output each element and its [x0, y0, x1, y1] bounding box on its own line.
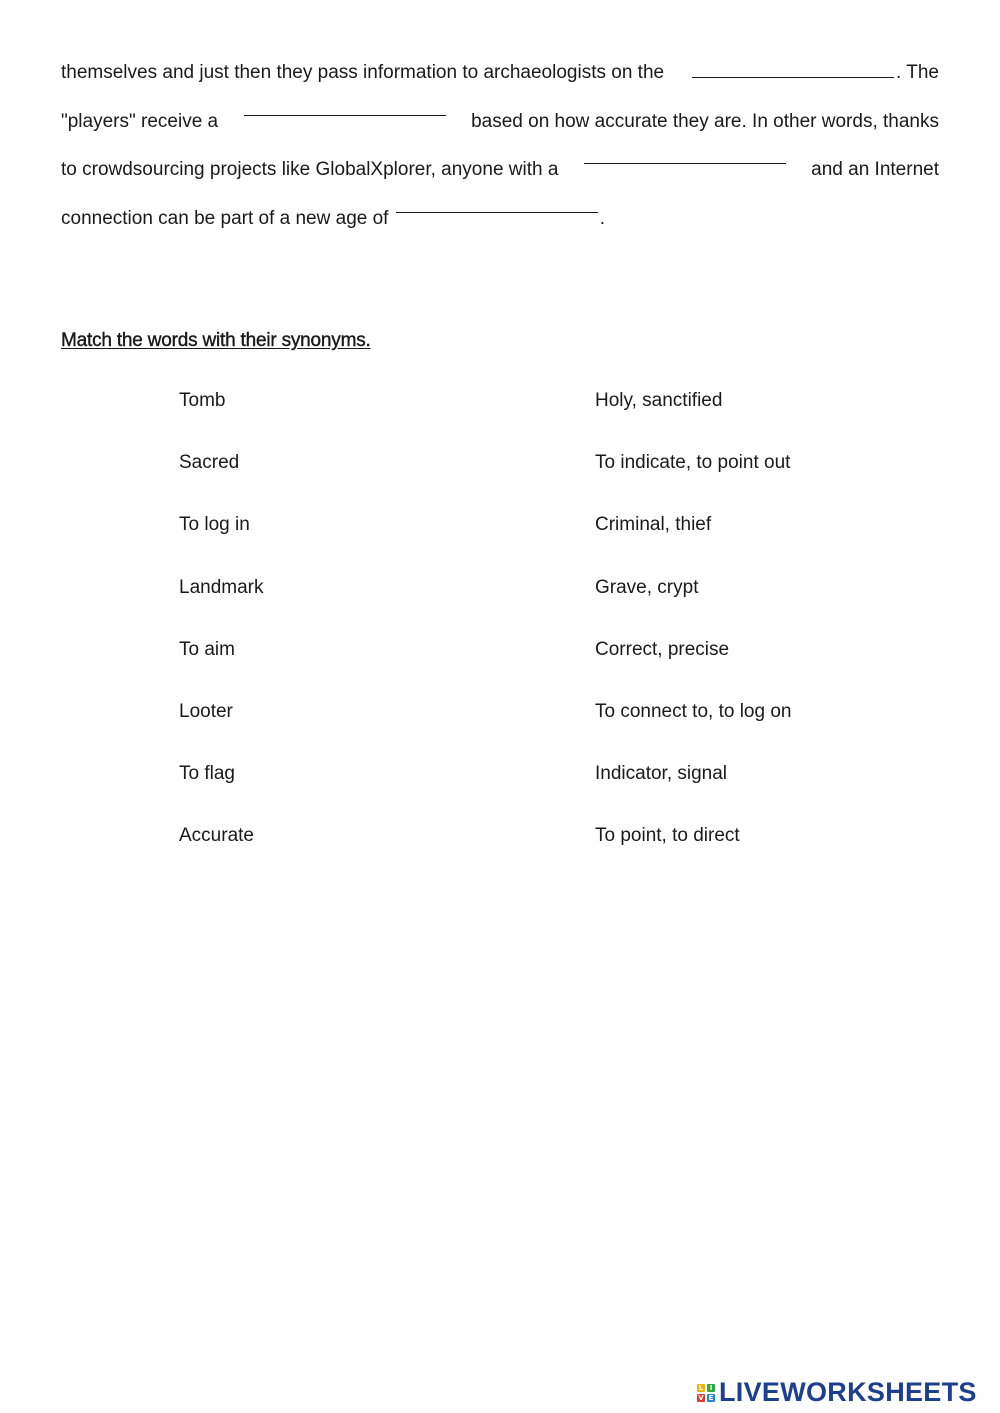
line-1-text-after: . The — [896, 62, 939, 83]
fill-in-paragraph — [61, 49, 939, 243]
match-synonym[interactable]: Holy, sanctified — [595, 390, 723, 411]
logo-letter-l: L — [698, 1383, 704, 1392]
line-4-text-before: connection can be part of a new age of — [61, 207, 389, 229]
match-row — [179, 514, 879, 576]
match-row — [179, 825, 879, 887]
match-row — [179, 763, 879, 825]
logo-letter-e: E — [708, 1393, 714, 1402]
match-word[interactable]: To aim — [179, 638, 235, 660]
line-4-text-after: . — [599, 207, 606, 229]
logo-letter-v: V — [698, 1393, 704, 1402]
paragraph-line-2 — [61, 98, 939, 147]
match-row — [179, 452, 879, 514]
line-2-text-before: "players" receive a — [61, 110, 219, 132]
match-word[interactable]: To log in — [179, 514, 250, 536]
matching-table — [179, 390, 879, 888]
match-word[interactable]: Landmark — [179, 576, 264, 598]
answer-blank-3[interactable] — [584, 146, 786, 164]
match-row — [179, 390, 879, 452]
match-word[interactable]: Tomb — [179, 390, 226, 411]
paragraph-line-3 — [61, 146, 939, 195]
match-synonym[interactable]: Criminal, thief — [595, 514, 712, 536]
logo-mark-icon — [697, 1384, 715, 1402]
line-3-text-after: and an Internet — [811, 159, 939, 180]
match-word[interactable]: Accurate — [179, 825, 254, 847]
match-synonym[interactable]: Indicator, signal — [595, 763, 728, 785]
paragraph-line-4 — [61, 195, 939, 244]
match-synonym[interactable]: To connect to, to log on — [595, 700, 792, 722]
match-synonym[interactable]: To indicate, to point out — [595, 452, 791, 474]
match-synonym[interactable]: Correct, precise — [595, 638, 730, 660]
match-row — [179, 701, 879, 763]
matching-heading: Match the words with their synonyms. — [61, 330, 371, 351]
match-word[interactable]: Sacred — [179, 452, 240, 474]
match-synonym[interactable]: Grave, crypt — [595, 576, 699, 598]
logo-text: LIVEWORKSHEETS — [719, 1377, 977, 1407]
line-2-text-after: based on how accurate they are. In other words, thanks — [471, 110, 939, 132]
match-word[interactable]: Looter — [179, 700, 233, 722]
answer-blank-4[interactable] — [396, 195, 598, 213]
match-synonym[interactable]: To point, to direct — [595, 825, 740, 847]
answer-blank-1[interactable] — [692, 60, 894, 78]
logo-letter-i: I — [707, 1384, 715, 1392]
paragraph-line-1 — [61, 49, 939, 98]
answer-blank-2[interactable] — [244, 98, 446, 116]
match-row — [179, 639, 879, 701]
line-3-text-before: to crowdsourcing projects like GlobalXplorer, anyone with a — [61, 159, 559, 180]
line-1-text-before: themselves and just then they pass information to archaeologists on the — [61, 62, 665, 83]
liveworksheets-logo — [697, 1377, 977, 1408]
match-row — [179, 577, 879, 639]
match-word[interactable]: To flag — [179, 763, 235, 785]
